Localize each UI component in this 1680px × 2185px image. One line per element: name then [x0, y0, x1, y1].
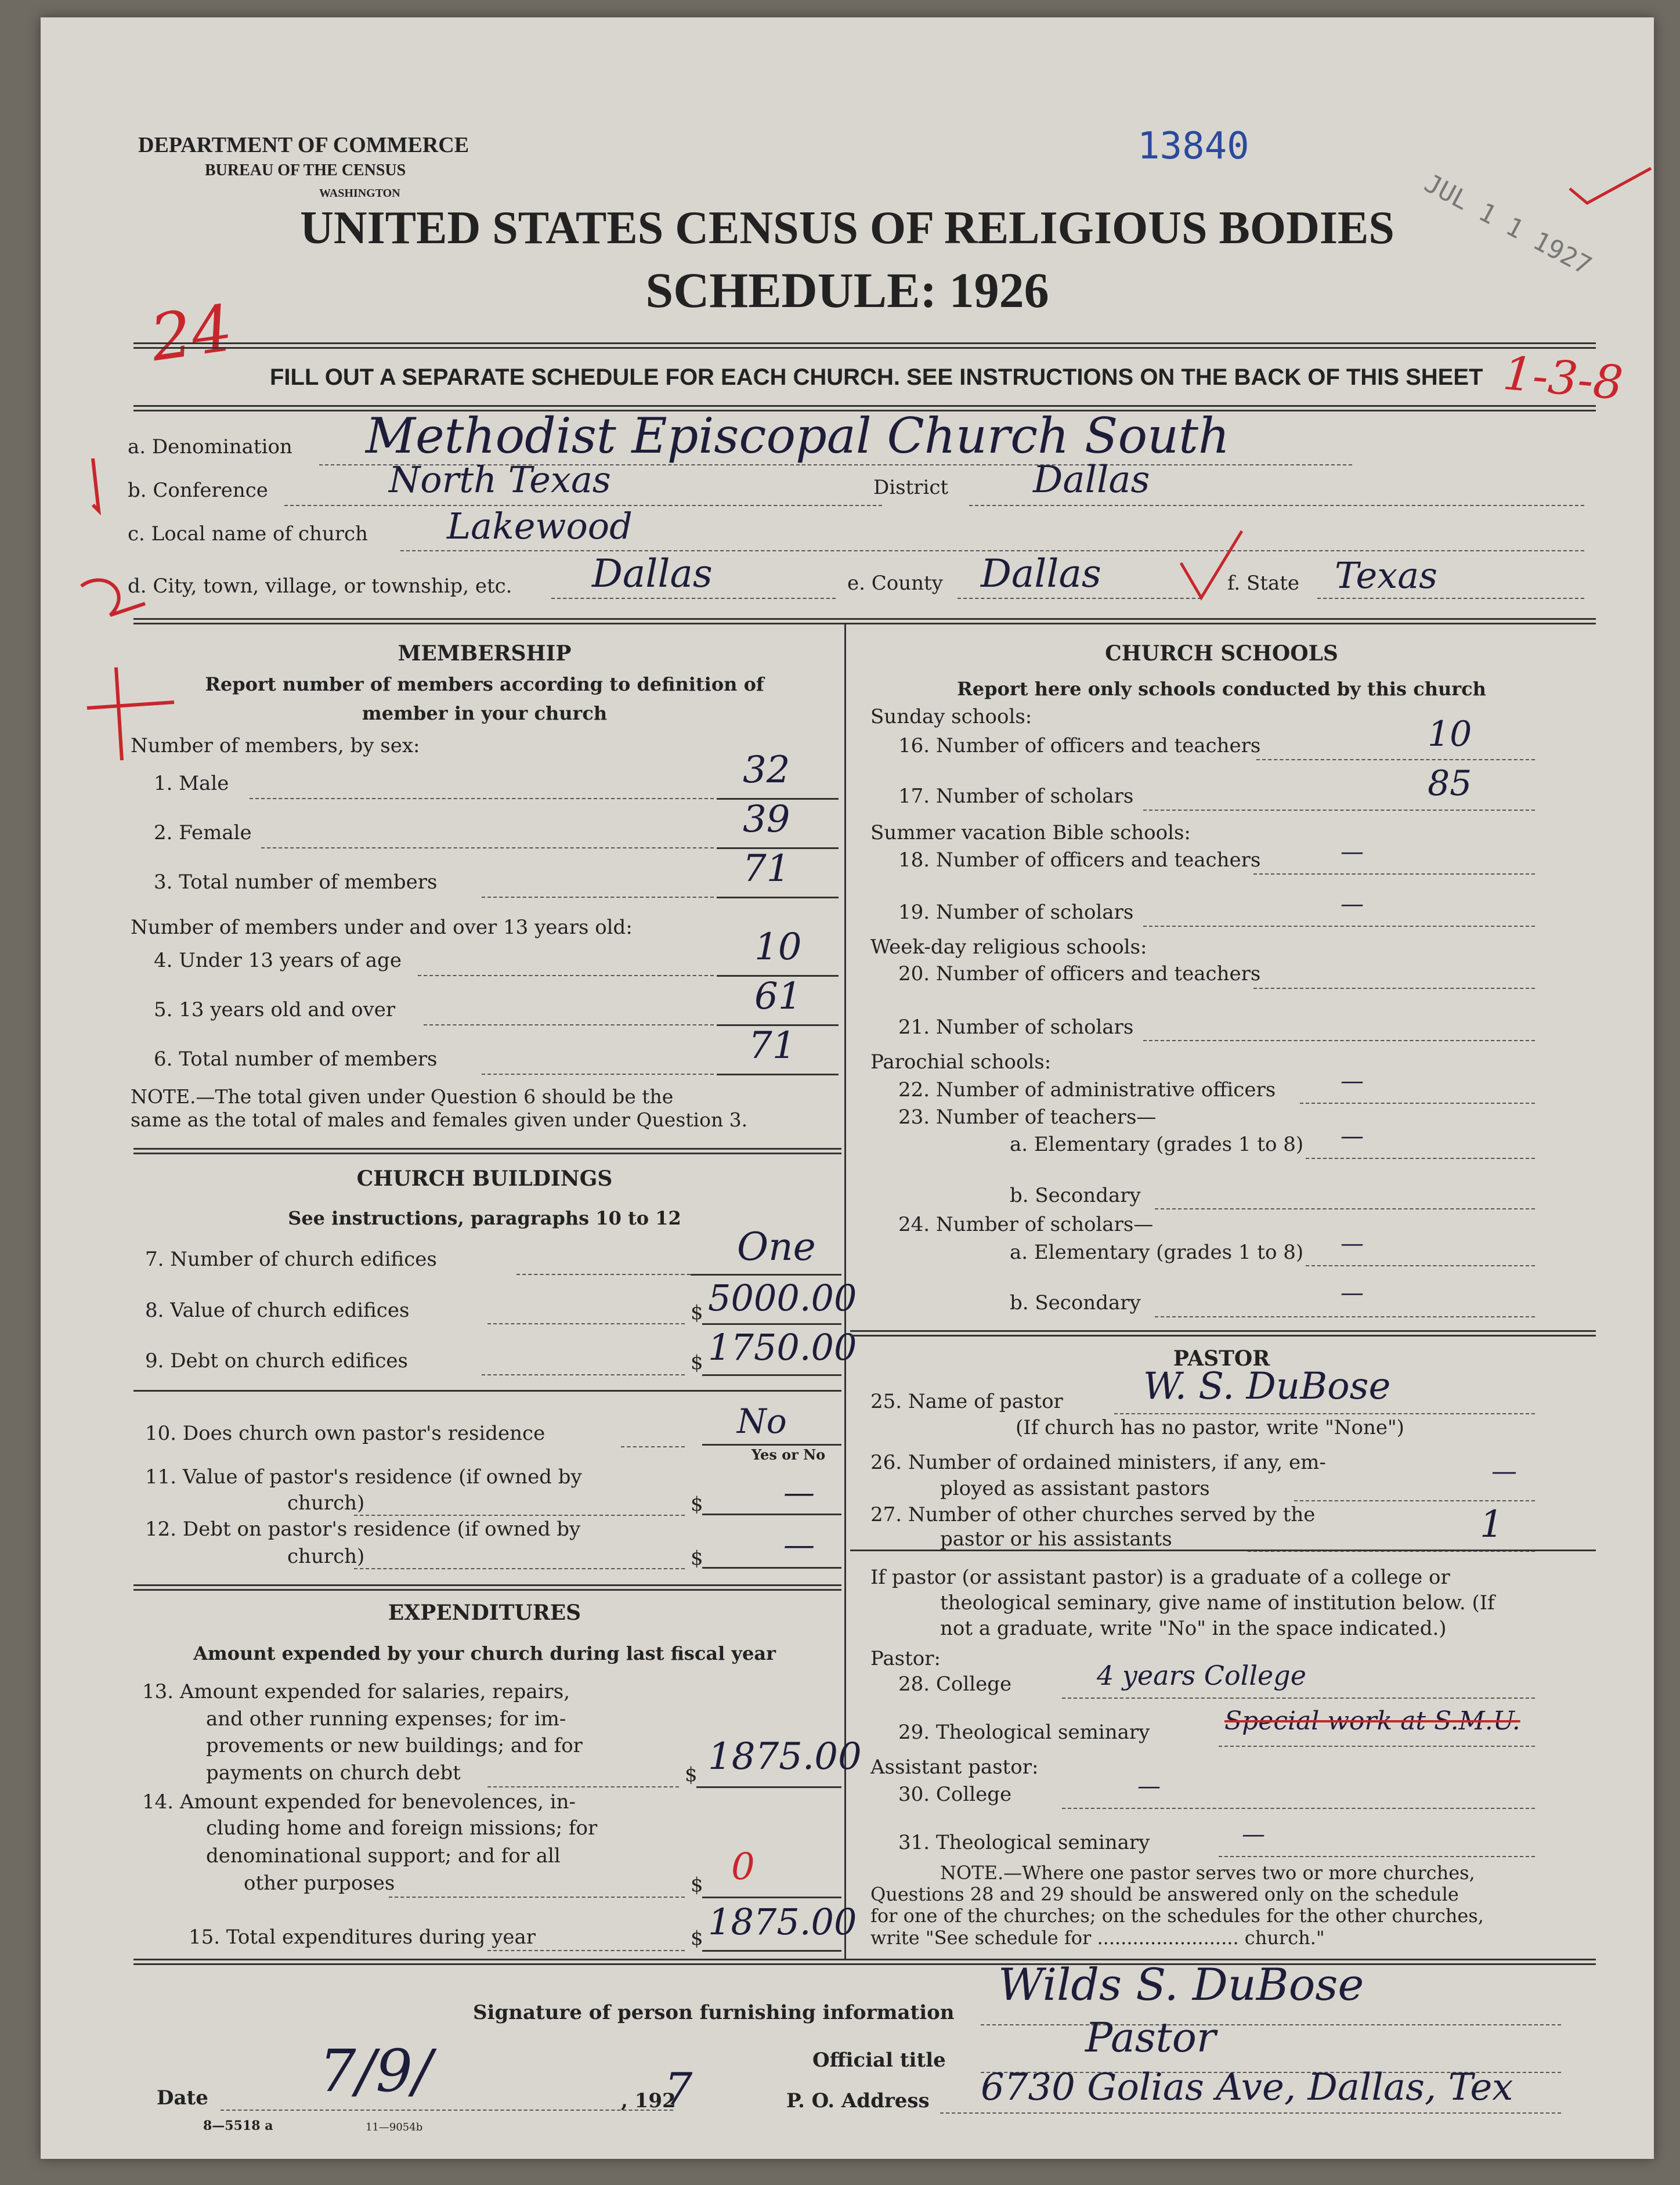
q12-dollar: $ — [691, 1547, 703, 1570]
q23-label: 23. Number of teachers— — [898, 1106, 1157, 1129]
q15-value[interactable]: 1875.00 — [708, 1901, 857, 1943]
date-label: Date — [157, 2086, 208, 2110]
buildings-subheading: See instructions, paragraphs 10 to 12 — [288, 1207, 681, 1229]
pastor-note: write "See schedule for ........................ church." — [870, 1927, 1325, 1949]
q14-dollar: $ — [691, 1873, 703, 1897]
q23a-label: a. Elementary (grades 1 to 8) — [1010, 1133, 1304, 1156]
q3-label: 3. Total number of members — [154, 871, 438, 894]
q18-value[interactable]: — — [1341, 839, 1364, 865]
q24-label: 24. Number of scholars— — [898, 1213, 1154, 1236]
weekday-schools-label: Week-day religious schools: — [870, 936, 1147, 959]
po-address-label: P. O. Address — [786, 2089, 930, 2112]
county-label: e. County — [847, 572, 943, 595]
q27-value[interactable]: 1 — [1480, 1503, 1504, 1546]
q26-value[interactable]: — — [1491, 1457, 1517, 1486]
q13-label: 13. Amount expended for salaries, repairs, — [142, 1680, 570, 1703]
q23a-value[interactable]: — — [1341, 1123, 1364, 1150]
year-value[interactable]: 7 — [664, 2063, 693, 2115]
q9-dollar: $ — [691, 1351, 703, 1374]
year-prefix: , 192 — [621, 2089, 676, 2112]
q8-label: 8. Value of church edifices — [145, 1299, 410, 1322]
q13-dollar: $ — [685, 1763, 698, 1786]
membership-heading: MEMBERSHIP — [398, 641, 572, 666]
q13-label-cont: and other running expenses; for im- — [206, 1707, 566, 1731]
q8-value[interactable]: 5000.00 — [708, 1277, 857, 1319]
q9-label: 9. Debt on church edifices — [145, 1349, 408, 1373]
q11-dollar: $ — [691, 1493, 703, 1516]
q12-value[interactable]: — — [783, 1526, 815, 1563]
city-value[interactable]: Dallas — [592, 551, 713, 596]
q6-value[interactable]: 71 — [749, 1024, 796, 1067]
pastor-note: for one of the churches; on the schedules for the other churches, — [870, 1905, 1484, 1927]
q15-label: 15. Total expenditures during year — [189, 1926, 536, 1949]
q26-label: 26. Number of ordained ministers, if any, em- — [870, 1451, 1326, 1474]
q7-value[interactable]: One — [737, 1225, 816, 1269]
q10-label: 10. Does church own pastor's residence — [145, 1422, 545, 1445]
q3-value[interactable]: 71 — [743, 847, 790, 890]
q19-value[interactable]: — — [1341, 891, 1364, 918]
schools-heading: CHURCH SCHOOLS — [1105, 641, 1338, 666]
q4-value[interactable]: 10 — [754, 926, 802, 969]
local-name-label: c. Local name of church — [128, 522, 368, 546]
q11-label-cont: church) — [287, 1491, 365, 1515]
conference-value[interactable]: North Texas — [389, 458, 611, 501]
district-value[interactable]: Dallas — [1033, 458, 1150, 501]
q19-label: 19. Number of scholars — [898, 901, 1134, 924]
q14-label: 14. Amount expended for benevolences, in- — [142, 1790, 576, 1814]
q16-label: 16. Number of officers and teachers — [898, 734, 1261, 757]
divider — [133, 1959, 1596, 1965]
q2-label: 2. Female — [154, 821, 252, 844]
official-title-value[interactable]: Pastor — [1085, 2014, 1216, 2061]
q22-value[interactable]: — — [1341, 1068, 1364, 1095]
census-schedule-sheet — [41, 17, 1654, 2159]
q30-value[interactable]: — — [1137, 1773, 1161, 1800]
signature-value[interactable]: Wilds S. DuBose — [998, 1959, 1364, 2010]
form-subtitle: SCHEDULE: 1926 — [645, 262, 1049, 318]
q18-label: 18. Number of officers and teachers — [898, 848, 1261, 872]
q14-label-cont: denominational support; and for all — [206, 1844, 561, 1868]
q13-label-cont: payments on church debt — [206, 1761, 461, 1785]
bureau-label: BUREAU OF THE CENSUS — [205, 161, 406, 179]
graduate-instruction: theological seminary, give name of institution below. (If — [940, 1591, 1495, 1615]
q22-label: 22. Number of administrative officers — [898, 1078, 1276, 1101]
q8-dollar: $ — [691, 1301, 703, 1324]
official-title-label: Official title — [812, 2049, 946, 2072]
q29-value[interactable]: Special work at S.M.U. — [1224, 1706, 1520, 1736]
q7-label: 7. Number of church edifices — [145, 1248, 437, 1271]
pastor-sub-label: Pastor: — [870, 1647, 941, 1670]
q10-value[interactable]: No — [737, 1402, 787, 1441]
q16-value[interactable]: 10 — [1428, 714, 1472, 754]
pastor-note: NOTE.—Where one pastor serves two or more churches, — [940, 1862, 1475, 1884]
pastor-note: Questions 28 and 29 should be answered only on the schedule — [870, 1883, 1459, 1905]
divider — [850, 1330, 1596, 1337]
q28-label: 28. College — [898, 1673, 1012, 1696]
parochial-schools-label: Parochial schools: — [870, 1050, 1052, 1074]
print-number: 11—9054b — [366, 2121, 423, 2133]
sunday-schools-label: Sunday schools: — [870, 705, 1032, 728]
city-label: d. City, town, village, or township, etc. — [128, 575, 512, 598]
po-address-value[interactable]: 6730 Golias Ave, Dallas, Tex — [981, 2066, 1513, 2109]
q11-label: 11. Value of pastor's residence (if owned by — [145, 1465, 582, 1489]
q24a-value[interactable]: — — [1341, 1230, 1364, 1257]
q17-label: 17. Number of scholars — [898, 785, 1134, 808]
denomination-value[interactable]: Methodist Episcopal Church South — [366, 407, 1230, 464]
q12-label: 12. Debt on pastor's residence (if owned by — [145, 1518, 581, 1541]
expenditures-subheading: Amount expended by your church during last fiscal year — [193, 1642, 776, 1664]
q15-dollar: $ — [691, 1927, 703, 1950]
graduate-instruction: If pastor (or assistant pastor) is a graduate of a college or — [870, 1566, 1450, 1589]
divider — [133, 618, 1596, 624]
date-value[interactable]: 7/9/ — [319, 2037, 432, 2105]
q25-label: 25. Name of pastor — [870, 1390, 1063, 1413]
separate-schedule-instruction: FILL OUT A SEPARATE SCHEDULE FOR EACH CHURCH. SEE INSTRUCTIONS ON THE BACK OF THIS SHEET — [270, 364, 1483, 390]
divider — [133, 1390, 841, 1392]
q24a-label: a. Elementary (grades 1 to 8) — [1010, 1241, 1304, 1264]
q30-label: 30. College — [898, 1783, 1012, 1806]
q20-label: 20. Number of officers and teachers — [898, 962, 1261, 985]
q13-label-cont: provements or new buildings; and for — [206, 1734, 583, 1757]
summer-schools-label: Summer vacation Bible schools: — [870, 821, 1191, 844]
q28-value[interactable]: 4 years College — [1097, 1660, 1306, 1691]
expenditures-heading: EXPENDITURES — [388, 1601, 581, 1625]
signature-label: Signature of person furnishing information — [473, 2001, 955, 2024]
q25-note: (If church has no pastor, write "None") — [1016, 1416, 1404, 1439]
q24b-label: b. Secondary — [1010, 1291, 1141, 1314]
q23b-label: b. Secondary — [1010, 1184, 1141, 1207]
q1-label: 1. Male — [154, 772, 229, 795]
q17-value[interactable]: 85 — [1428, 763, 1472, 804]
q29-label: 29. Theological seminary — [898, 1721, 1150, 1744]
q14-value[interactable]: 0 — [731, 1845, 755, 1888]
q31-value[interactable]: — — [1242, 1821, 1265, 1848]
state-label: f. State — [1227, 572, 1299, 595]
q12-label-cont: church) — [287, 1545, 365, 1568]
divider — [850, 1550, 1596, 1551]
received-date-stamp: JUL 1 1 1927 — [1419, 168, 1596, 281]
red-annotation-24: 24 — [146, 290, 237, 376]
red-checkmark-icon — [1178, 528, 1248, 604]
q6-label: 6. Total number of members — [154, 1048, 438, 1071]
q5-value[interactable]: 61 — [754, 975, 802, 1018]
conference-label: b. Conference — [128, 479, 268, 502]
form-number: 8—5518 a — [203, 2118, 273, 2133]
denomination-label: a. Denomination — [128, 435, 292, 458]
q1-value[interactable]: 32 — [743, 749, 790, 792]
membership-intro: Report number of members according to definition of — [205, 673, 764, 695]
serial-number-stamp: 13840 — [1137, 125, 1249, 168]
q27-label-cont: pastor or his assistants — [940, 1527, 1172, 1551]
q14-label-cont: cluding home and foreign missions; for — [206, 1816, 598, 1840]
district-label: District — [873, 476, 949, 499]
q14-label-cont: other purposes — [244, 1872, 395, 1895]
q25-value[interactable]: W. S. DuBose — [1143, 1365, 1391, 1408]
graduate-instruction: not a graduate, write "No" in the space indicated.) — [940, 1617, 1447, 1640]
q21-label: 21. Number of scholars — [898, 1016, 1134, 1039]
by-sex-label: Number of members, by sex: — [131, 734, 420, 757]
age-heading: Number of members under and over 13 years old: — [131, 916, 633, 939]
divider — [133, 1148, 841, 1154]
q31-label: 31. Theological seminary — [898, 1831, 1150, 1854]
q24b-value[interactable]: — — [1341, 1280, 1364, 1306]
assistant-pastor-label: Assistant pastor: — [870, 1756, 1039, 1779]
q9-value[interactable]: 1750.00 — [708, 1326, 857, 1368]
form-title: UNITED STATES CENSUS OF RELIGIOUS BODIES — [300, 203, 1394, 254]
buildings-heading: CHURCH BUILDINGS — [356, 1166, 613, 1191]
county-value[interactable]: Dallas — [981, 551, 1101, 596]
state-value[interactable]: Texas — [1335, 554, 1437, 597]
red-annotation-138: 1-3-8 — [1501, 346, 1625, 410]
q26-label-cont: ployed as assistant pastors — [940, 1477, 1210, 1500]
q27-label: 27. Number of other churches served by the — [870, 1503, 1316, 1526]
divider — [133, 1584, 841, 1591]
washington-label: WASHINGTON — [319, 187, 400, 200]
yes-or-no-hint: Yes or No — [752, 1446, 826, 1463]
q11-value[interactable]: — — [783, 1474, 815, 1511]
department-label: DEPARTMENT OF COMMERCE — [138, 133, 469, 157]
membership-intro: member in your church — [362, 702, 608, 724]
q4-label: 4. Under 13 years of age — [154, 949, 402, 972]
divider — [133, 342, 1596, 349]
membership-note: same as the total of males and females given under Question 3. — [131, 1108, 748, 1131]
q2-value[interactable]: 39 — [743, 798, 790, 841]
membership-note: NOTE.—The total given under Question 6 should be the — [131, 1085, 674, 1108]
q5-label: 5. 13 years old and over — [154, 998, 396, 1021]
schools-subheading: Report here only schools conducted by this church — [957, 678, 1486, 700]
q13-value[interactable]: 1875.00 — [708, 1735, 862, 1778]
pastor-heading: PASTOR — [1173, 1346, 1270, 1371]
local-name-value[interactable]: Lakewood — [447, 505, 633, 547]
